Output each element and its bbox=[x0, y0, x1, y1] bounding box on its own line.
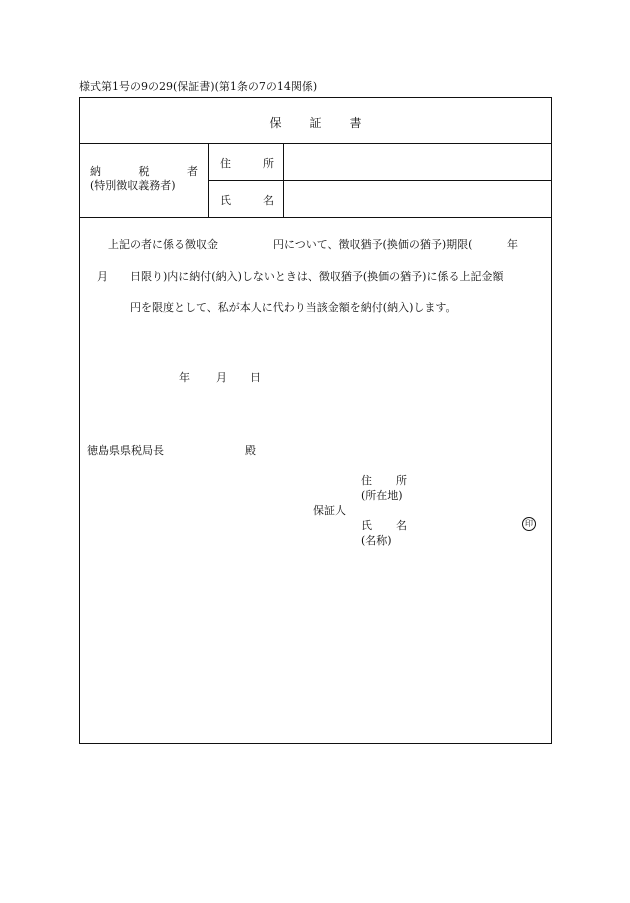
statement-line1-b: 円について、徴収猶予(換価の猶予)期限( bbox=[273, 238, 473, 251]
taxpayer-char: 納 bbox=[90, 165, 101, 178]
statement-line1-a: 上記の者に係る徴収金 bbox=[108, 238, 218, 251]
taxpayer-char: 税 bbox=[138, 165, 150, 178]
guarantor-name-label: 氏 名 bbox=[361, 519, 407, 532]
date-day: 日 bbox=[250, 371, 261, 384]
guarantor-address-label: 住 所 bbox=[361, 474, 407, 487]
taxpayer-sub-label: (特別徴収義務者) bbox=[90, 179, 176, 192]
guarantor-label: 保証人 bbox=[313, 504, 346, 517]
divider-horizontal bbox=[208, 180, 551, 181]
statement-line2-b: 日限り)内に納付(納入)しないときは、徴収猶予(換価の猶予)に係る上記金額 bbox=[130, 270, 504, 283]
statement-line2-a: 月 bbox=[97, 270, 108, 283]
guarantor-address-sub: (所在地) bbox=[361, 489, 403, 502]
taxpayer-section bbox=[80, 143, 551, 218]
taxpayer-name-label: 氏 名 bbox=[220, 194, 274, 207]
seal-mark-icon: 印 bbox=[522, 517, 536, 531]
addressee-name: 徳島県県税局長 bbox=[87, 444, 164, 457]
guarantee-form bbox=[79, 97, 552, 744]
date-month: 月 bbox=[216, 371, 227, 384]
statement-line1-c: 年 bbox=[507, 238, 518, 251]
form-title: 保証書 bbox=[269, 116, 390, 130]
taxpayer-char: 者 bbox=[187, 165, 198, 178]
taxpayer-label bbox=[90, 165, 198, 193]
guarantor-name-sub: (名称) bbox=[361, 534, 392, 547]
date-year: 年 bbox=[179, 371, 190, 384]
taxpayer-address-label: 住 所 bbox=[220, 157, 274, 170]
addressee-honorific: 殿 bbox=[245, 444, 256, 457]
statement-line3: 円を限度として、私が本人に代わり当該金額を納付(納入)します。 bbox=[130, 301, 457, 314]
taxpayer-label-main bbox=[90, 165, 198, 179]
form-caption: 様式第1号の9の29(保証書)(第1条の7の14関係) bbox=[79, 80, 318, 93]
title-row bbox=[80, 98, 551, 144]
